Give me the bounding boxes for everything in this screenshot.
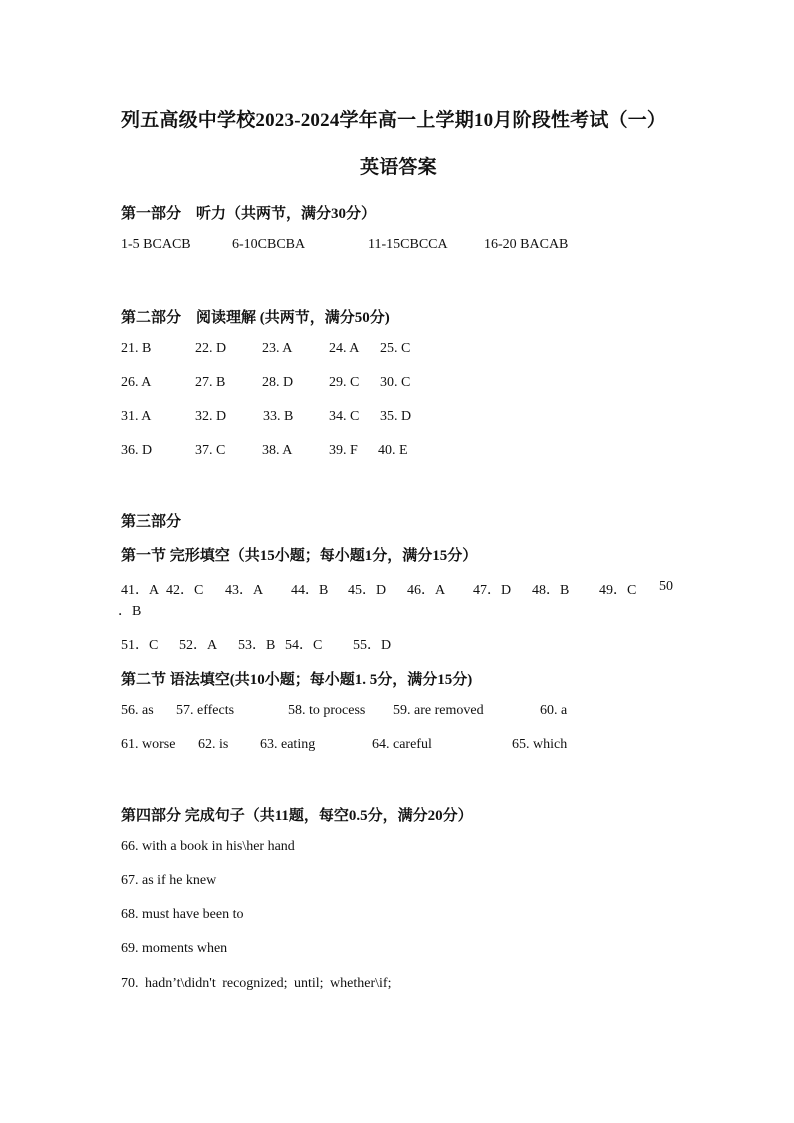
answer-item: 37. C	[195, 443, 226, 458]
answer-item: 61. worse	[121, 737, 176, 752]
answer-item: 27. B	[195, 375, 226, 390]
sentence-item: 67. as if he knew	[121, 873, 217, 888]
answer-item: 53．B	[238, 638, 276, 653]
part2-row	[121, 443, 441, 463]
answer-item: 34. C	[329, 409, 360, 424]
answer-item: 41．A	[121, 583, 160, 598]
cloze-row	[121, 579, 681, 599]
answer-item: 50	[659, 579, 673, 594]
sentence-item: 70. hadn’t\didn't recognized; until; whether\if;	[121, 976, 392, 991]
sentence-item: 69. moments when	[121, 941, 228, 956]
answer-item: 45．D	[348, 583, 387, 598]
part1-heading: 第一部分 听力（共两节，满分30分）	[121, 206, 377, 222]
answer-item: 64. careful	[372, 737, 432, 752]
answer-item: 35. D	[380, 409, 412, 424]
part3-section1-heading: 第一节 完形填空（共15小题；每小题1分，满分15分）	[121, 548, 478, 564]
part1-answers	[121, 237, 681, 257]
answer-item: 39. F	[329, 443, 358, 458]
part2-row	[121, 409, 441, 429]
answer-item: 54．C	[285, 638, 323, 653]
answer-item: 56. as	[121, 703, 154, 718]
answer-item: 29. C	[329, 375, 360, 390]
part2-row	[121, 341, 441, 361]
answer-item: 65. which	[512, 737, 568, 752]
answer-item: 36. D	[121, 443, 153, 458]
answer-group: 11-15CBCCA	[368, 237, 448, 252]
grammar-row	[121, 703, 601, 723]
part3-section2-heading: 第二节 语法填空(共10小题；每小题1. 5分，满分15分)	[121, 672, 473, 688]
answer-item: 63. eating	[260, 737, 316, 752]
answer-item: 22. D	[195, 341, 227, 356]
part2-row	[121, 375, 441, 395]
answer-item: 44．B	[291, 583, 329, 598]
part2-heading: 第二部分 阅读理解 (共两节，满分50分)	[121, 310, 390, 326]
part4-heading: 第四部分 完成句子（共11题，每空0.5分，满分20分）	[121, 808, 473, 824]
answer-item: 60. a	[540, 703, 568, 718]
grammar-row	[121, 737, 601, 757]
answer-group: 16-20 BACAB	[484, 237, 569, 252]
answer-item: 43．A	[225, 583, 264, 598]
answer-item: 51．C	[121, 638, 159, 653]
answer-item: 62. is	[198, 737, 229, 752]
answer-item: 31. A	[121, 409, 152, 424]
answer-group: 1-5 BCACB	[121, 237, 191, 252]
answer-item: 48．B	[532, 583, 570, 598]
answer-item: 52．A	[179, 638, 218, 653]
part3-heading: 第三部分	[121, 514, 182, 530]
answer-item: 46．A	[407, 583, 446, 598]
sentence-item: 66. with a book in his\her hand	[121, 839, 295, 854]
page-title: 列五高级中学校2023-2024学年高一上学期10月阶段性考试（一）	[121, 110, 667, 131]
answer-item: 38. A	[262, 443, 293, 458]
answer-item: 26. A	[121, 375, 152, 390]
page-subtitle: 英语答案	[360, 157, 437, 178]
answer-item: 24. A	[329, 341, 360, 356]
answer-item: 57. effects	[176, 703, 235, 718]
answer-item: 33. B	[263, 409, 294, 424]
answer-group: 6-10CBCBA	[232, 237, 306, 252]
answer-item: 42．C	[166, 583, 204, 598]
answer-item: 21. B	[121, 341, 152, 356]
cloze-row	[121, 634, 441, 654]
answer-item: 30. C	[380, 375, 411, 390]
answer-item: 55．D	[353, 638, 392, 653]
answer-item: 49．C	[599, 583, 637, 598]
answer-item: 59. are removed	[393, 703, 484, 718]
answer-item: 32. D	[195, 409, 227, 424]
answer-item: 58. to process	[288, 703, 366, 718]
cloze-row-wrap: ．B	[118, 604, 142, 619]
answer-item: 28. D	[262, 375, 294, 390]
answer-item: 25. C	[380, 341, 411, 356]
answer-item: 47．D	[473, 583, 512, 598]
answer-item: 23. A	[262, 341, 293, 356]
answer-item: 40. E	[378, 443, 408, 458]
sentence-item: 68. must have been to	[121, 907, 244, 922]
